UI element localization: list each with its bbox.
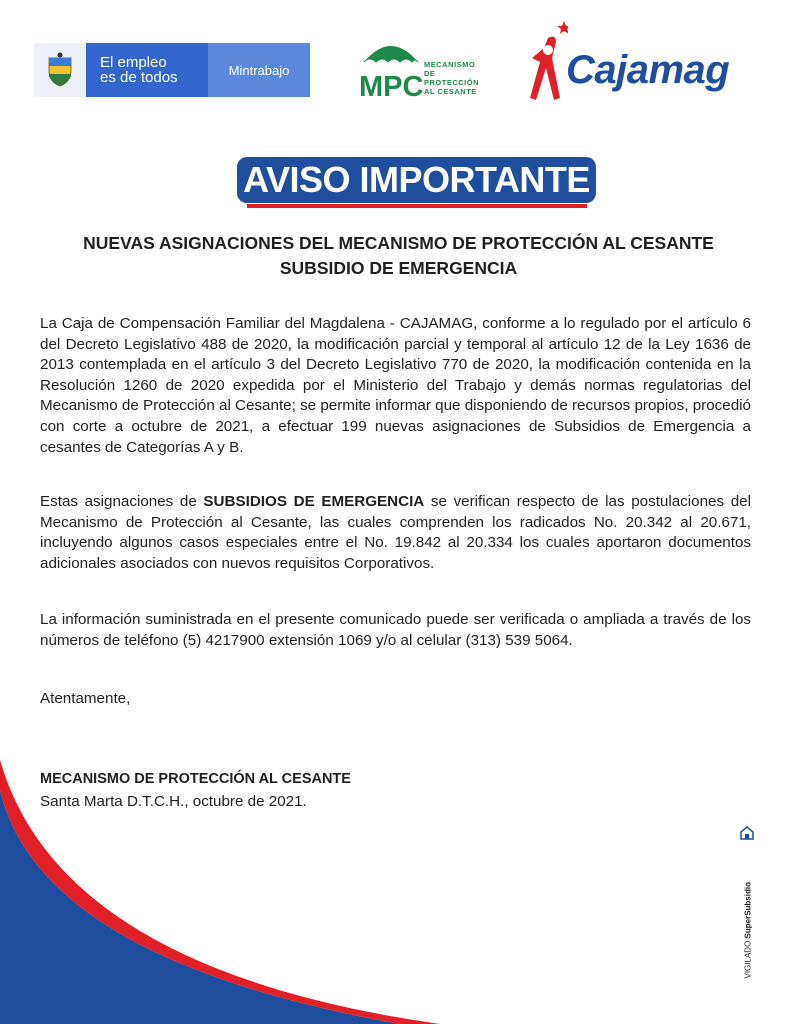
paragraph-2 [40, 492, 751, 574]
paragraph-2-pre: Estas asignaciones de [40, 493, 204, 510]
colombia-shield-icon [34, 43, 86, 97]
mpc-letters: MPC [359, 71, 424, 102]
notice-title: AVISO IMPORTANTE [237, 157, 596, 203]
headline-line1: NUEVAS ASIGNACIONES DEL MECANISMO DE PROTECCIÓN AL CESANTE [83, 233, 714, 253]
gov-slogan-line1: El empleo [100, 54, 167, 71]
vigilado-brand: SuperSubsidio [743, 882, 753, 939]
vigilado-label [744, 843, 753, 979]
paragraph-3: La información suministrada en el presente comunicado puede ser verificada o ampliada a través de los números de teléfono (5) 4217900 extensión 1069 y/o al celular (313) 539 5064. [40, 611, 751, 649]
signature-name: MECANISMO DE PROTECCIÓN AL CESANTE [40, 771, 351, 787]
ministry-label: Mintrabajo [208, 43, 310, 97]
supersubsidio-icon [740, 826, 754, 840]
mpc-caption-line2: PROTECCIÓN [424, 78, 480, 87]
page-header [0, 0, 797, 130]
signature-place-date: Santa Marta D.T.C.H., octubre de 2021. [40, 793, 307, 810]
umbrella-icon [356, 36, 426, 102]
paragraph-2-bold: SUBSIDIOS DE EMERGENCIA [203, 493, 425, 510]
cajamag-wordmark: Cajamag [566, 48, 730, 92]
paragraph-1: La Caja de Compensación Familiar del Magdalena - CAJAMAG, conforme a lo regulado por el artículo 6 del Decreto Legislativo 488 de 2020, la modificación parcial y temporal al artículo 12 de la Ley 1636 de 2013 contemplada en el artículo 3 del Decreto Legislativo 770 de 2020, la modificación contenida en la Resolución 1260 de 2020 expedida por el Ministerio del Trabajo y demás normas regulatorias del Mecanismo de Protección al Cesante; se permite informar que disponiendo de recursos propios, procedió con corte a octubre de 2021, a efectuar 199 nuevas asignaciones de Subsidios de Emergencia a cesantes de Categorías A y B. [40, 315, 751, 456]
gov-slogan [86, 43, 208, 97]
notice-underline [247, 204, 587, 208]
gov-slogan-line2: es de todos [100, 69, 178, 86]
cajamag-figure-icon [526, 18, 568, 104]
mpc-caption [424, 60, 486, 96]
vigilado-supersubsidio [738, 826, 758, 979]
headline-line2: SUBSIDIO DE EMERGENCIA [279, 258, 518, 278]
closing: Atentamente, [40, 690, 131, 707]
mpc-caption-line3: AL CESANTE [424, 87, 477, 96]
cajamag-logo [526, 18, 766, 104]
mpc-caption-line1: MECANISMO DE [424, 60, 476, 78]
paragraph-2-post: se verifican respecto de las postulaciones del Mecanismo de Protección al Cesante, las cuales comprenden los radicados No. 20.342 al 20.671, incluyendo algunos casos especiales entre el No. 19.842 al 20.334 los cuales aportaron documentos adicionales asociados con nuevos requisitos Corporativos. [40, 493, 751, 572]
headline [30, 231, 767, 281]
mpc-logo [356, 36, 486, 102]
decorative-swoosh [0, 760, 460, 1024]
vigilado-prefix: VIGILADO [743, 940, 753, 979]
mintrabajo-logo [34, 43, 310, 97]
